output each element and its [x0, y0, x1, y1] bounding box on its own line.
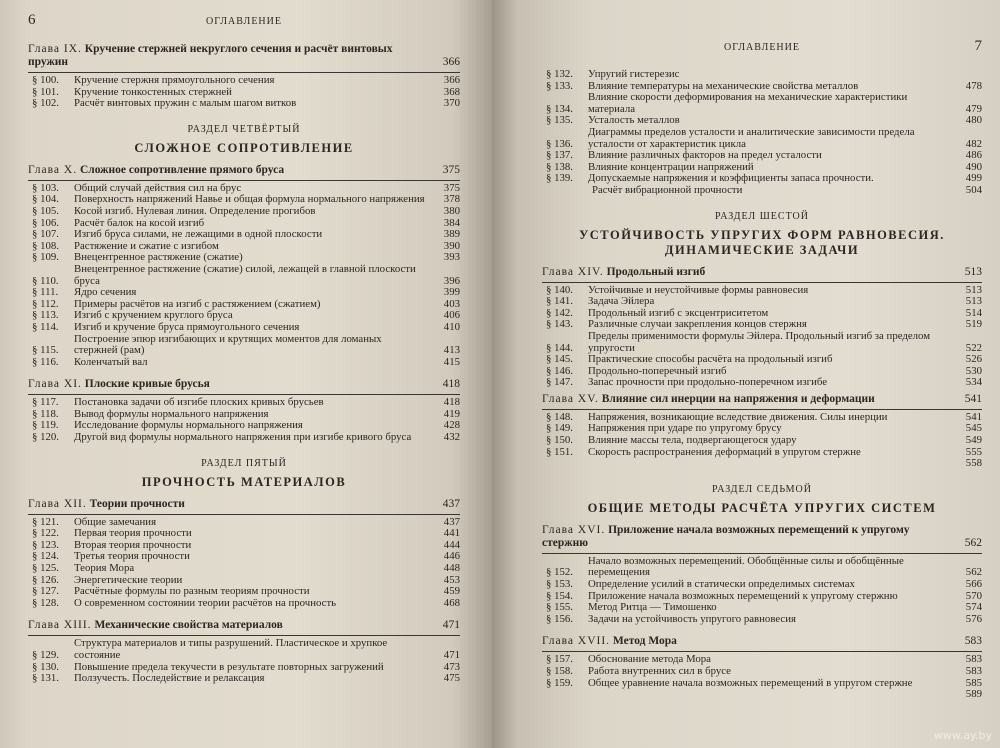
- section-number: § 158.: [546, 665, 573, 677]
- entry-page-number: 504: [965, 183, 982, 196]
- chapter-name: Плоские кривые брусья: [84, 378, 210, 391]
- entry-title: Начало возможных перемещений. Обобщённые силы и обобщённые перемещения: [588, 554, 904, 579]
- section-number: § 128.: [32, 596, 59, 609]
- entry-title: Различные случаи закрепления концов стержня: [588, 318, 807, 331]
- entry-title: Структура материалов и типы разрушений. Пластическое и хрупкое состояние: [74, 637, 388, 661]
- chapter-name: Сложное сопротивление прямого бруса: [79, 163, 285, 176]
- toc-entry: [542, 556, 982, 579]
- entry-page-number: 570: [965, 589, 982, 602]
- chapter-heading: [542, 524, 982, 550]
- chapter-heading: [28, 619, 460, 632]
- chapter-heading: [28, 164, 460, 177]
- entry-title: Изгиб с кручением круглого бруса: [74, 309, 233, 322]
- chapter-name: Кручение стержней некруглого сечения и расчёт винтовых пружин: [28, 43, 393, 68]
- entry-title: Напряжения при ударе по упругому брусу: [588, 422, 782, 435]
- entry-page-number: 410: [443, 320, 460, 333]
- chapter-heading: [28, 498, 460, 511]
- entry-page-number: 441: [443, 527, 460, 540]
- chapter-label: Глава X.: [28, 163, 78, 176]
- chapter-page-number: 513: [964, 265, 982, 278]
- entry-page-number: 468: [443, 596, 460, 609]
- chapter-page-number: 471: [442, 619, 460, 632]
- entry-page-number: 403: [443, 297, 460, 310]
- entry-page-number: 585: [965, 676, 982, 689]
- chapter-rule: [542, 651, 982, 652]
- entry-page-number: 446: [443, 550, 460, 563]
- toc-entry: [542, 354, 982, 366]
- toc-entry: [28, 638, 460, 661]
- toc-entry: [542, 458, 982, 470]
- right-running-title: ОГЛАВЛЕНИЕ: [724, 42, 800, 53]
- entry-title: Изгиб бруса силами, не лежащими в одной плоскости: [74, 228, 323, 241]
- entry-page-number: 583: [965, 665, 982, 677]
- toc-entry: [542, 689, 982, 701]
- chapter-title: [542, 524, 948, 550]
- entry-page-number: 368: [443, 85, 460, 98]
- toc-entry: [28, 357, 460, 369]
- section-number: § 123.: [32, 538, 59, 551]
- part-title: ПРОЧНОСТЬ МАТЕРИАЛОВ: [141, 474, 347, 489]
- spacer: [28, 609, 460, 615]
- entry-title: Диаграммы пределов усталости и аналитические зависимости предела усталости от характеристик цикла: [588, 125, 915, 150]
- entry-page-number: 390: [443, 239, 460, 252]
- entry-page-number: 418: [443, 396, 460, 409]
- section-number: § 100.: [32, 74, 59, 86]
- chapter-label: Глава XVI.: [542, 523, 606, 536]
- right-page: [492, 0, 1000, 748]
- entry-page-number: 526: [965, 353, 982, 366]
- entry-title: Расчётные формулы по разным теориям прочности: [74, 585, 310, 598]
- entry-page-number: 486: [965, 149, 982, 162]
- entry-page-number: 415: [443, 355, 460, 368]
- right-running-head: [542, 38, 982, 55]
- section-number: § 140.: [546, 283, 573, 296]
- entry-title: Повышение предела текучести в результате повторных загружений: [74, 660, 384, 673]
- entry-page-number: 471: [443, 649, 460, 661]
- toc-entry: [542, 331, 982, 354]
- toc-entry: [542, 435, 982, 447]
- chapter-heading: [542, 266, 982, 279]
- entry-title: Вторая теория прочности: [74, 538, 192, 551]
- entry-title: Работа внутренних сил в брусе: [588, 665, 731, 677]
- section-number: § 146.: [546, 364, 573, 377]
- section-number: § 117.: [32, 396, 59, 409]
- section-number: § 141.: [546, 295, 573, 308]
- entry-page-number: 541: [965, 410, 982, 423]
- section-number: § 147.: [546, 376, 573, 389]
- section-number: § 135.: [546, 114, 573, 127]
- section-number: § 125.: [32, 562, 59, 575]
- toc-entry: [28, 563, 460, 575]
- left-page-number: 6: [28, 12, 36, 28]
- entry-title: Определение усилий в статически определимых системах: [588, 578, 855, 591]
- entry-page-number: 545: [965, 422, 982, 435]
- entry-page-number: 380: [443, 204, 460, 217]
- chapter-name: Метод Мора: [612, 635, 677, 648]
- section-number: § 153.: [546, 578, 573, 591]
- toc-entry: [542, 666, 982, 678]
- entry-page-number: 419: [443, 407, 460, 420]
- entry-page-number: 428: [443, 419, 460, 432]
- entry-page-number: 432: [443, 431, 460, 444]
- chapter-label: Глава XIII.: [28, 619, 92, 632]
- chapter-name: Теории прочности: [89, 497, 185, 510]
- entry-title: Влияние скорости деформирования на механические характеристики материала: [588, 91, 908, 115]
- section-number: § 144.: [546, 341, 573, 354]
- section-number: § 101.: [32, 85, 59, 98]
- section-number: § 132.: [546, 68, 573, 80]
- chapter-title: [542, 266, 948, 279]
- section-number: § 145.: [546, 353, 573, 366]
- entry-page-number: 480: [965, 114, 982, 127]
- section-number: § 110.: [32, 274, 59, 287]
- toc-entry: [542, 185, 982, 197]
- entry-page-number: 519: [965, 318, 982, 331]
- toc-entry: [28, 598, 460, 610]
- toc-entry: [28, 673, 460, 685]
- entry-title: Продольно-поперечный изгиб: [588, 364, 727, 377]
- entry-title: Вывод формулы нормального напряжения: [74, 407, 269, 420]
- section-number: § 134.: [546, 102, 573, 115]
- section-number: § 105.: [32, 204, 59, 217]
- chapter-page-number: 375: [442, 163, 460, 176]
- entry-page-number: 583: [965, 653, 982, 666]
- entry-title: Расчёт вибрационной прочности: [592, 183, 743, 196]
- entry-page-number: 478: [965, 79, 982, 92]
- entry-page-number: 366: [443, 74, 460, 86]
- chapter-title: [28, 619, 426, 632]
- entry-page-number: 473: [443, 660, 460, 673]
- entry-title: Внецентренное растяжение (сжатие): [74, 251, 243, 264]
- section-number: § 149.: [546, 422, 573, 435]
- section-number: § 130.: [32, 660, 59, 673]
- entry-title: Усталость металлов: [588, 114, 680, 127]
- section-number: § 143.: [546, 318, 573, 331]
- section-number: § 121.: [32, 515, 59, 528]
- entry-page-number: 574: [965, 601, 982, 614]
- chapter-heading: [28, 43, 460, 69]
- entry-title: Общие замечания: [74, 515, 157, 528]
- chapter-rule: [28, 394, 460, 395]
- entry-page-number: 566: [965, 578, 982, 591]
- entry-title: Энергетические теории: [74, 573, 183, 586]
- section-number: § 155.: [546, 601, 573, 614]
- entry-title: Кручение стержня прямоугольного сечения: [74, 74, 275, 86]
- chapter-page-number: 437: [442, 497, 460, 510]
- section-number: § 138.: [546, 160, 573, 173]
- section-number: § 122.: [32, 527, 59, 540]
- entry-page-number: 384: [443, 216, 460, 229]
- chapter-heading: [28, 378, 460, 391]
- chapter-rule: [28, 635, 460, 636]
- entry-page-number: 453: [443, 573, 460, 586]
- entry-title: Внецентренное растяжение (сжатие) силой, лежащей в главной плоскости бруса: [74, 262, 416, 287]
- entry-page-number: 534: [965, 376, 982, 389]
- chapter-title: [542, 393, 948, 406]
- entry-title: Влияние различных факторов на предел усталости: [588, 149, 822, 162]
- entry-page-number: 490: [965, 160, 982, 173]
- entry-page-number: 479: [965, 102, 982, 115]
- entry-page-number: 558: [965, 457, 982, 470]
- toc-entry: [542, 296, 982, 308]
- entry-page-number: 393: [443, 251, 460, 264]
- entry-page-number: 513: [965, 295, 982, 308]
- chapter-page-number: 366: [442, 56, 460, 68]
- left-running-head: [28, 12, 460, 29]
- entry-title: Влияние массы тела, подвергающегося удару: [588, 434, 797, 447]
- part-title: СЛОЖНОЕ СОПРОТИВЛЕНИЕ: [134, 140, 354, 155]
- chapter-name: Приложение начала возможных перемещений к упругому стержню: [542, 523, 910, 549]
- chapter-title: [28, 378, 426, 391]
- watermark: www.ay.by: [933, 729, 992, 742]
- right-page-content: [542, 38, 982, 701]
- section-number: § 118.: [32, 407, 59, 420]
- entry-title: Общий случай действия сил на брус: [74, 181, 242, 194]
- chapter-label: Глава XII.: [28, 497, 87, 510]
- entry-page-number: 406: [443, 309, 460, 322]
- chapter-label: Глава XIV.: [542, 265, 604, 278]
- entry-page-number: 475: [443, 672, 460, 685]
- chapter-heading: [542, 393, 982, 406]
- toc-entry: [28, 322, 460, 334]
- toc-entry: [542, 447, 982, 459]
- entry-page-number: 555: [965, 445, 982, 458]
- chapter-page-number: 583: [964, 635, 982, 648]
- entry-page-number: 482: [965, 137, 982, 150]
- entry-title: Ядро сечения: [74, 286, 137, 299]
- entry-title: Приложение начала возможных перемещений к упругому стержню: [588, 589, 898, 602]
- entry-title: Напряжения, возникающие вследствие движения. Силы инерции: [588, 410, 888, 423]
- toc-entry: [28, 334, 460, 357]
- entry-title: Упругий гистерезис: [588, 68, 680, 80]
- entry-title: Влияние концентрации напряжений: [588, 160, 754, 173]
- chapter-heading: [542, 635, 982, 648]
- entry-page-number: 522: [965, 341, 982, 354]
- section-number: § 159.: [546, 676, 573, 689]
- chapter-name: Влияние сил инерции на напряжения и деформации: [601, 392, 875, 405]
- section-number: § 108.: [32, 239, 59, 252]
- chapter-label: Глава XV.: [542, 392, 599, 405]
- chapter-title: [28, 164, 426, 177]
- entry-page-number: 378: [443, 193, 460, 206]
- entry-page-number: 399: [443, 286, 460, 299]
- section-number: § 106.: [32, 216, 59, 229]
- chapter-label: Глава XVII.: [542, 635, 611, 648]
- section-number: § 114.: [32, 320, 59, 333]
- chapter-page-number: 541: [964, 392, 982, 405]
- section-number: § 119.: [32, 419, 59, 432]
- entry-title: Первая теория прочности: [74, 527, 192, 540]
- section-number: § 156.: [546, 612, 573, 625]
- entry-title: Запас прочности при продольно-поперечном изгибе: [588, 376, 828, 389]
- section-number: § 120.: [32, 431, 59, 444]
- toc-entry: [28, 75, 460, 87]
- toc-entry: [542, 92, 982, 115]
- entry-page-number: 589: [965, 688, 982, 701]
- entry-title: Влияние температуры на механические свойства металлов: [588, 79, 859, 92]
- section-number: § 154.: [546, 589, 573, 602]
- section-number: § 109.: [32, 251, 59, 264]
- toc-entry: [542, 69, 982, 81]
- chapter-title: [28, 498, 426, 511]
- section-number: § 113.: [32, 309, 59, 322]
- section-number: § 112.: [32, 297, 59, 310]
- left-toc: [28, 43, 460, 685]
- entry-title: Построение эпюр изгибающих и крутящих моментов для ломаных стержней (рам): [74, 332, 382, 357]
- entry-title: Общее уравнение начала возможных перемещений в упругом стержне: [588, 676, 913, 689]
- section-number: § 116.: [32, 355, 59, 368]
- entry-title: Третья теория прочности: [74, 550, 190, 563]
- entry-page-number: 562: [965, 566, 982, 579]
- entry-title: Допускаемые напряжения и коэффициенты запаса прочности.: [588, 172, 874, 185]
- chapter-rule: [28, 514, 460, 515]
- right-page-number: 7: [974, 38, 982, 54]
- section-number: § 142.: [546, 306, 573, 319]
- section-number: § 129.: [32, 649, 59, 661]
- section-number: § 157.: [546, 653, 573, 666]
- section-number: § 115.: [32, 344, 59, 357]
- section-number: § 127.: [32, 585, 59, 598]
- chapter-page-number: 562: [964, 536, 982, 549]
- toc-entry: [28, 287, 460, 299]
- chapter-name: Механические свойства материалов: [94, 619, 283, 632]
- toc-entry: [542, 150, 982, 162]
- part-label: РАЗДЕЛ ПЯТЫЙ: [201, 457, 287, 469]
- chapter-label: Глава XI.: [28, 378, 82, 391]
- entry-title: Теория Мора: [74, 562, 135, 575]
- section-number: § 124.: [32, 550, 59, 563]
- toc-entry: [542, 614, 982, 626]
- section-number: § 151.: [546, 445, 573, 458]
- part-label: РАЗДЕЛ СЕДЬМОЙ: [711, 483, 812, 495]
- entry-title: Задачи на устойчивость упругого равновесия: [588, 612, 796, 625]
- chapter-label: Глава IX.: [28, 43, 82, 55]
- section-number: § 150.: [546, 434, 573, 447]
- entry-title: Растяжение и сжатие с изгибом: [74, 239, 219, 252]
- toc-entry: [28, 229, 460, 241]
- entry-title: Расчёт винтовых пружин с малым шагом витков: [74, 97, 297, 110]
- entry-title: Исследование формулы нормального напряжения: [74, 419, 303, 432]
- section-number: § 107.: [32, 228, 59, 241]
- section-number: § 133.: [546, 79, 573, 92]
- entry-page-number: 389: [443, 228, 460, 241]
- entry-title: Расчёт балок на косой изгиб: [74, 216, 205, 229]
- entry-title: Изгиб и кручение бруса прямоугольного сечения: [74, 320, 300, 333]
- entry-title: Коленчатый вал: [74, 355, 148, 368]
- part-title: ОБЩИЕ МЕТОДЫ РАСЧЁТА УПРУГИХ СИСТЕМ: [587, 500, 937, 515]
- section-number: § 152.: [546, 566, 573, 579]
- entry-title: Пределы применимости формулы Эйлера. Продольный изгиб за пределом упругости: [588, 329, 931, 354]
- section-number: § 111.: [32, 286, 59, 299]
- entry-page-number: 499: [965, 172, 982, 185]
- entry-title: Задача Эйлера: [588, 295, 655, 308]
- chapter-rule: [28, 180, 460, 181]
- entry-page-number: 396: [443, 274, 460, 287]
- entry-page-number: 413: [443, 344, 460, 357]
- chapter-name: Продольный изгиб: [606, 265, 706, 278]
- entry-title: Скорость распространения деформаций в упругом стержне: [588, 445, 861, 458]
- toc-entry: [28, 98, 460, 110]
- entry-title: Метод Ритца — Тимошенко: [588, 601, 717, 614]
- chapter-rule: [542, 409, 982, 410]
- left-page: [0, 0, 492, 748]
- entry-title: О современном состоянии теории расчётов на прочность: [74, 596, 337, 609]
- entry-title: Практические способы расчёта на продольный изгиб: [588, 353, 833, 366]
- entry-page-number: 444: [443, 538, 460, 551]
- chapter-rule: [28, 72, 460, 73]
- entry-page-number: 576: [965, 612, 982, 625]
- toc-entry: [542, 127, 982, 150]
- chapter-rule: [542, 553, 982, 554]
- right-toc: [542, 69, 982, 701]
- toc-entry: [28, 264, 460, 287]
- entry-page-number: 437: [443, 515, 460, 528]
- chapter-title: [542, 635, 948, 648]
- section-number: § 126.: [32, 573, 59, 586]
- entry-page-number: 459: [443, 585, 460, 598]
- entry-title: Поверхность напряжений Навье и общая формула нормального напряжения: [74, 193, 425, 206]
- entry-title: Постановка задачи об изгибе плоских кривых брусьев: [74, 396, 324, 409]
- entry-page-number: 370: [443, 97, 460, 110]
- spacer: [542, 625, 982, 631]
- chapter-page-number: 418: [442, 378, 460, 391]
- entry-title: Примеры расчётов на изгиб с растяжением (сжатием): [74, 297, 321, 310]
- section-number: § 136.: [546, 137, 573, 150]
- entry-title: Кручение тонкостенных стержней: [74, 85, 232, 98]
- section-number: § 148.: [546, 410, 573, 423]
- toc-entry: [542, 579, 982, 591]
- entry-title: Продольный изгиб с эксцентриситетом: [588, 306, 769, 319]
- section-number: § 139.: [546, 172, 573, 185]
- left-page-content: [28, 12, 460, 685]
- entry-page-number: 530: [965, 364, 982, 377]
- part-label: РАЗДЕЛ ШЕСТОЙ: [714, 210, 810, 222]
- entry-page-number: 549: [965, 434, 982, 447]
- part-label: РАЗДЕЛ ЧЕТВЁРТЫЙ: [187, 123, 301, 135]
- part-title: УСТОЙЧИВОСТЬ УПРУГИХ ФОРМ РАВНОВЕСИЯ. ДИНАМИЧЕСКИЕ ЗАДАЧИ: [579, 227, 945, 257]
- toc-entry: [542, 678, 982, 690]
- section-number: § 103.: [32, 181, 59, 194]
- spacer: [28, 368, 460, 374]
- section-number: § 102.: [32, 97, 59, 110]
- section-number: § 104.: [32, 193, 59, 206]
- entry-page-number: 514: [965, 306, 982, 319]
- entry-title: Другой вид формулы нормального напряжения при изгибе кривого бруса: [74, 431, 412, 444]
- section-number: § 131.: [32, 672, 59, 685]
- section-number: § 137.: [546, 149, 573, 162]
- toc-entry: [28, 206, 460, 218]
- entry-title: Устойчивые и неустойчивые формы равновесия: [588, 283, 809, 296]
- entry-page-number: 513: [965, 283, 982, 296]
- entry-title: Ползучесть. Последействие и релаксация: [74, 672, 265, 685]
- chapter-rule: [542, 282, 982, 283]
- entry-page-number: 375: [443, 181, 460, 194]
- entry-page-number: 448: [443, 562, 460, 575]
- toc-entry: [28, 432, 460, 444]
- chapter-title: [28, 43, 426, 69]
- toc-entry: [542, 377, 982, 389]
- entry-title: Косой изгиб. Нулевая линия. Определение прогибов: [74, 204, 316, 217]
- entry-title: Обоснование метода Мора: [588, 653, 711, 666]
- left-running-title: ОГЛАВЛЕНИЕ: [206, 16, 282, 27]
